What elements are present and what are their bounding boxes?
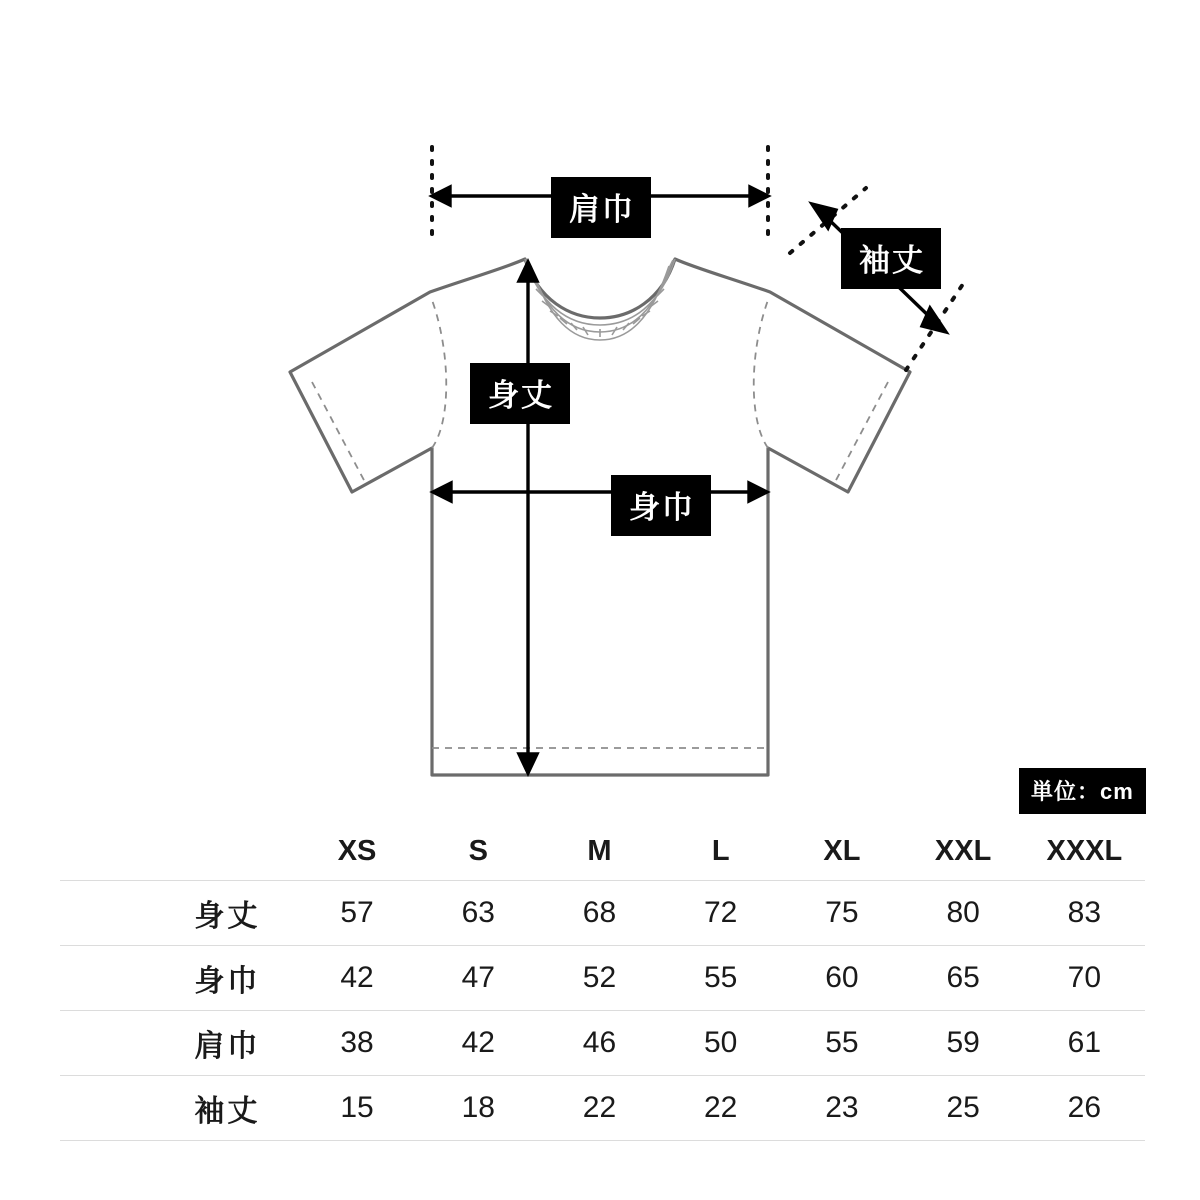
table-row — [60, 881, 1145, 946]
cell-sleeve-length-xl: 23 — [825, 1091, 859, 1124]
table-row — [60, 946, 1145, 1011]
cell-body-width-xxxl: 70 — [1067, 961, 1102, 994]
column-header-m: M — [587, 834, 612, 867]
column-header-xxl: XXL — [934, 834, 992, 867]
collar-ribbing — [525, 259, 675, 340]
table-row — [60, 1076, 1145, 1141]
cell-body-length-l: 72 — [704, 896, 738, 929]
cell-body-length-xl: 75 — [825, 896, 859, 929]
column-header-xxxl: XXXL — [1046, 834, 1123, 867]
cell-body-width-l: 55 — [704, 961, 738, 994]
column-header-xs: XS — [337, 834, 377, 867]
column-header-xl: XL — [823, 834, 861, 867]
cell-shoulder-width-xxxl: 61 — [1067, 1026, 1102, 1059]
cell-shoulder-width-xl: 55 — [825, 1026, 859, 1059]
label-body-width: 身巾 — [611, 475, 711, 536]
column-header-l: L — [711, 834, 730, 867]
row-header-body-length: 身丈 — [194, 900, 261, 933]
column-header-s: S — [468, 834, 488, 867]
row-header-shoulder-width: 肩巾 — [194, 1030, 261, 1063]
cell-body-length-s: 63 — [461, 896, 495, 929]
size-table — [60, 822, 1145, 1141]
label-body-length: 身丈 — [470, 363, 570, 424]
label-unit-cm: 単位：cm — [1019, 768, 1146, 814]
cell-shoulder-width-s: 42 — [461, 1026, 495, 1059]
cell-body-length-xxl: 80 — [946, 896, 980, 929]
row-header-body-width: 身巾 — [194, 965, 261, 998]
cell-shoulder-width-xs: 38 — [340, 1026, 374, 1059]
body-length-arrow — [519, 262, 537, 773]
garment-stitching — [312, 300, 888, 748]
cell-shoulder-width-m: 46 — [582, 1026, 617, 1059]
cell-body-width-m: 52 — [582, 961, 617, 994]
cell-sleeve-length-m: 22 — [582, 1091, 617, 1124]
body-width-arrow — [433, 483, 767, 501]
cell-body-length-xxxl: 83 — [1067, 896, 1102, 929]
cell-body-width-s: 47 — [461, 961, 495, 994]
cell-body-length-m: 68 — [582, 896, 617, 929]
cell-body-width-xxl: 65 — [946, 961, 980, 994]
table-row — [60, 1011, 1145, 1076]
cell-sleeve-length-xs: 15 — [340, 1091, 374, 1124]
table-corner-cell — [60, 822, 296, 881]
cell-body-length-xs: 57 — [340, 896, 374, 929]
table-header-row — [60, 822, 1145, 881]
cell-body-width-xl: 60 — [825, 961, 859, 994]
row-header-sleeve-length: 袖丈 — [194, 1095, 261, 1128]
cell-sleeve-length-xxxl: 26 — [1067, 1091, 1102, 1124]
cell-sleeve-length-s: 18 — [461, 1091, 495, 1124]
cell-shoulder-width-xxl: 59 — [946, 1026, 980, 1059]
cell-shoulder-width-l: 50 — [704, 1026, 738, 1059]
cell-sleeve-length-xxl: 25 — [946, 1091, 980, 1124]
cell-sleeve-length-l: 22 — [704, 1091, 738, 1124]
cell-body-width-xs: 42 — [340, 961, 374, 994]
label-sleeve-length: 袖丈 — [841, 228, 941, 289]
label-shoulder-width: 肩巾 — [551, 177, 651, 238]
